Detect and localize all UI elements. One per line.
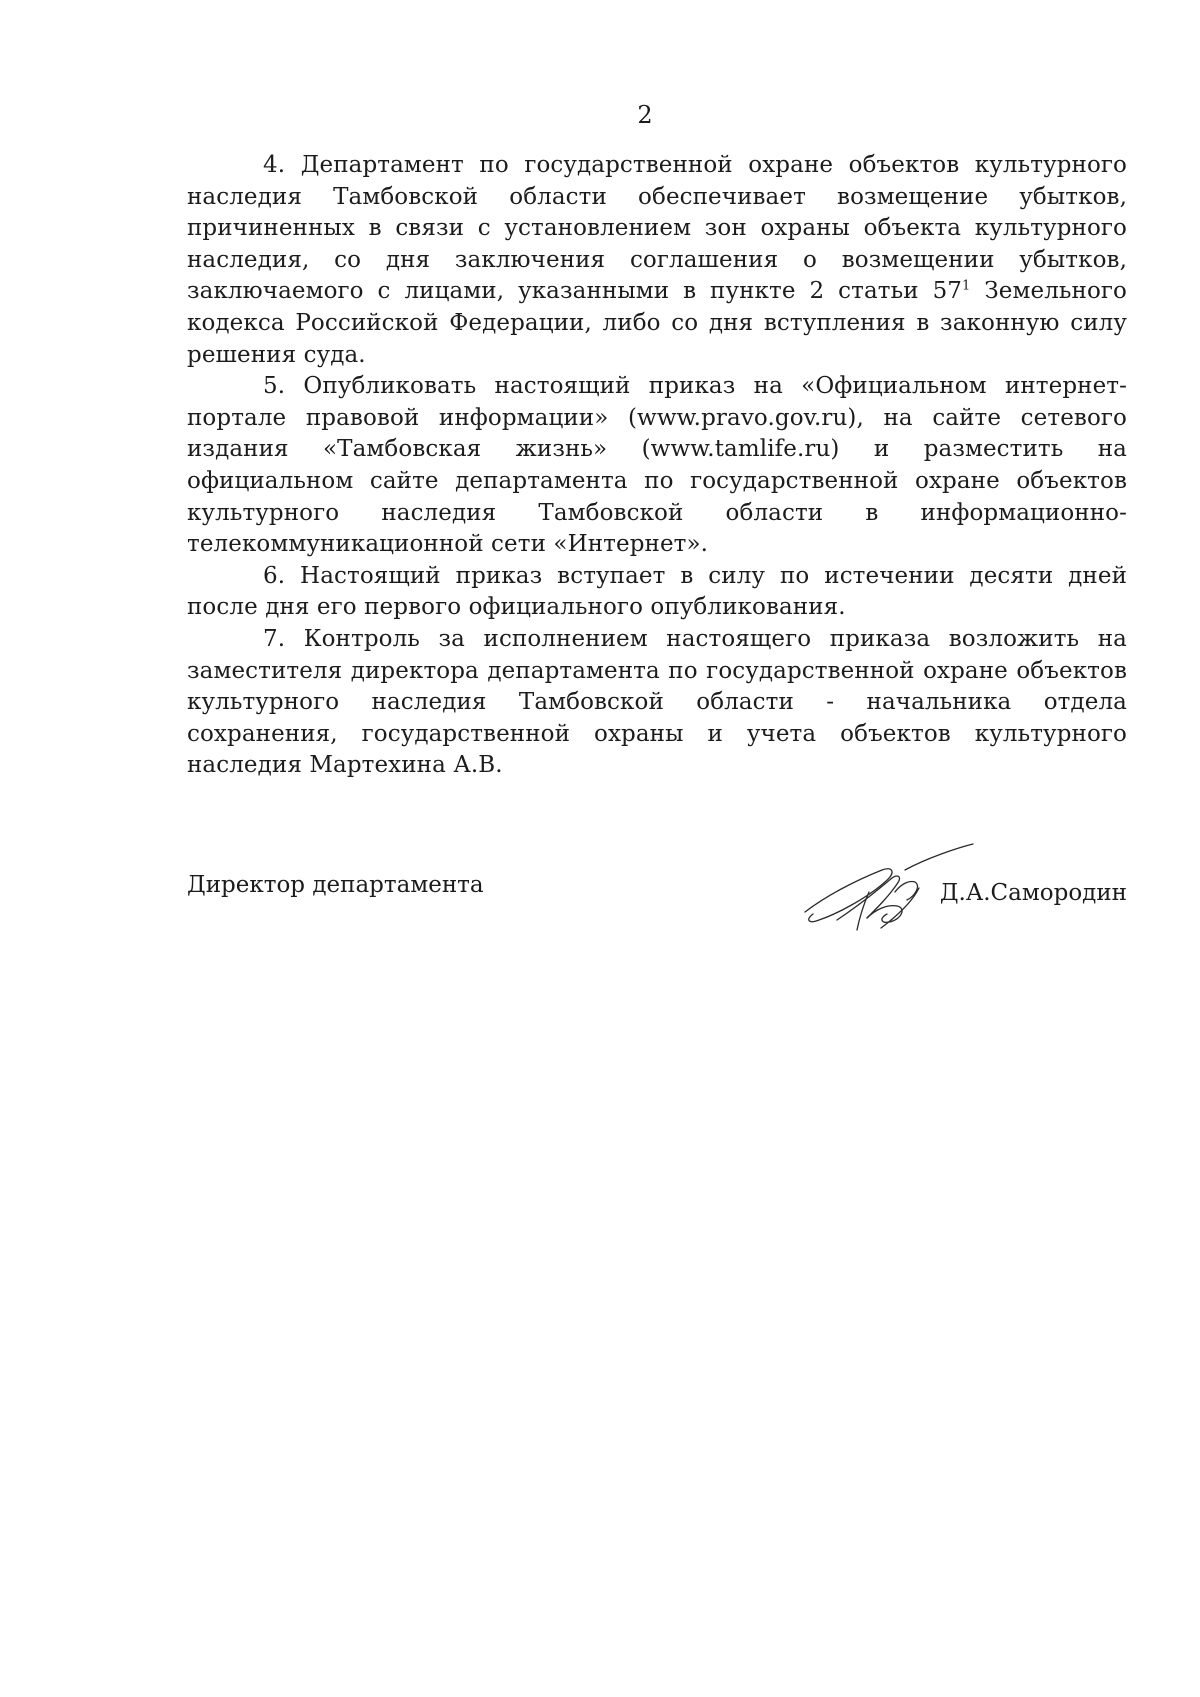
paragraph-4 [187,150,1127,371]
page-number: 2 [637,101,653,129]
paragraph-4-text-after: Земельного кодекса Российской Федерации, либо со дня вступления в законную силу решения суда. [187,278,1128,368]
signature-block [187,840,1127,960]
superscript: 1 [962,278,971,294]
paragraph-5: 5. Опубликовать настоящий приказ на «Официальном интернет-портале правовой информации» (www.pravo.gov.ru), на сайте сетевого издания «Тамбовская жизнь» (www.tamlife.ru) и разместить на официальном сайте департамента по государственной охране объектов культурного наследия Тамбовской области в информационно-телекоммуникационной сети «Интернет». [187,373,1127,558]
document-body [187,150,1127,782]
paragraph-7: 7. Контроль за исполнением настоящего приказа возложить на заместителя директора департамента по государственной охране объектов культурного наследия Тамбовской области - начальника отдела сохранения, государственной охраны и учета объектов культурного наследия Мартехина А.В. [187,625,1127,779]
paragraph-6: 6. Настоящий приказ вступает в силу по истечении десяти дней после дня его первого официального опубликования. [187,562,1127,621]
signatory-name: Д.А.Самородин [939,880,1127,906]
paragraph-4-text-before: 4. Департамент по государственной охране объектов культурного наследия Тамбовской области обеспечивает возмещение убытков, причиненных в связи с установлением зон охраны объекта культурного наследия, со дня заключения соглашения о возмещении убытков, заключаемого с лицами, указанными в пункте 2 статьи 57 [187,152,1127,305]
signatory-title: Директор департамента [187,872,484,898]
